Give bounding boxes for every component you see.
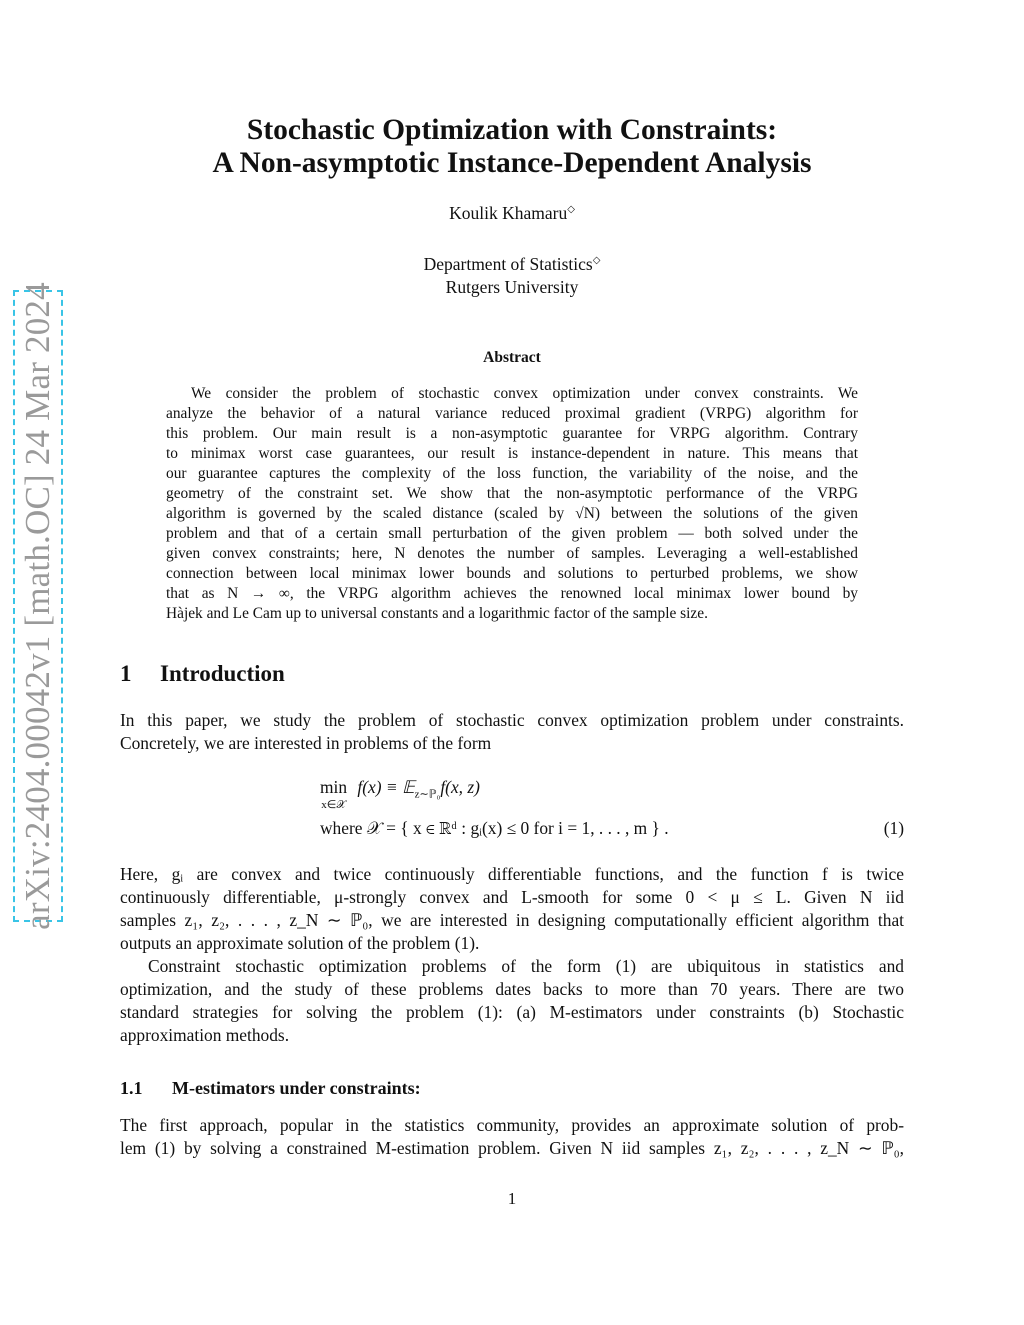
paragraph-line: samples z₁, z₂, . . . , z_N ∼ ℙ₀, we are interested in designing computationally efficient algorithm that — [120, 910, 904, 930]
expectation-subscript: z∼ℙ₀ — [414, 788, 441, 801]
abstract-line: analyze the behavior of a natural variance reduced proximal gradient (VRPG) algorithm for — [166, 405, 858, 422]
abstract-line: problem and that of a certain small perturbation of the given problem — both solved under the — [166, 525, 858, 542]
abstract-line: given convex constraints; here, N denotes the number of samples. Leveraging a well-established — [166, 545, 858, 562]
equation-line-2: where 𝒳 = { x ∈ ℝᵈ : gᵢ(x) ≤ 0 for i = 1, . . . , m } . — [320, 818, 669, 838]
intro-paragraph-2 — [120, 863, 904, 955]
min-subscript: x∈𝒳 — [321, 799, 346, 811]
paper-title — [120, 114, 904, 180]
paragraph-line: standard strategies for solving the problem (1): (a) M-estimators under constraints (b) Stochastic — [120, 1002, 904, 1022]
title-line-2: A Non-asymptotic Instance-Dependent Analysis — [212, 147, 812, 179]
paragraph-line: optimization, and the study of these problems dates backs to more than 70 years. There are two — [120, 979, 904, 999]
abstract-line: Hàjek and Le Cam up to universal constants and a logarithmic factor of the sample size. — [166, 605, 708, 622]
subsection-paragraph — [120, 1114, 904, 1160]
section-number: 1 — [120, 661, 132, 686]
abstract-body — [166, 384, 858, 624]
department-affiliation-mark: ◇ — [592, 255, 601, 267]
abstract-line: our guarantee captures the complexity of the loss function, the variability of the noise, and the — [166, 465, 858, 482]
paragraph-line: lem (1) by solving a constrained M-estimation problem. Given N iid samples z₁, z₂, . . . , z_N ∼ ℙ₀, — [120, 1138, 904, 1158]
department-line — [120, 254, 904, 275]
paragraph-line: approximation methods. — [120, 1025, 290, 1045]
university-line — [120, 277, 904, 298]
paragraph-line: In this paper, we study the problem of stochastic convex optimization problem under constraints. — [120, 710, 904, 730]
paragraph-line: Constraint stochastic optimization problems of the form (1) are ubiquitous in statistics and — [148, 956, 904, 976]
abstract-heading: Abstract — [483, 349, 541, 366]
paragraph-line: Here, gᵢ are convex and twice continuously differentiable functions, and the function f is twice — [120, 864, 904, 884]
paragraph-line: Concretely, we are interested in problems of the form — [120, 733, 492, 753]
arxiv-identifier-text: arXiv:2404.00042v1 [math.OC] 24 Mar 2024 — [18, 282, 57, 930]
university: Rutgers University — [445, 277, 579, 297]
subsection-title: M-estimators under constraints: — [172, 1078, 421, 1098]
abstract-line: this problem. Our main result is a non-asymptotic guarantee for VRPG algorithm. Contrary — [166, 425, 858, 442]
section-heading-introduction — [120, 661, 285, 687]
department: Department of Statistics — [423, 254, 593, 274]
subsection-number: 1.1 — [120, 1078, 143, 1098]
arxiv-identifier-stamp[interactable] — [13, 282, 63, 930]
abstract-line: that as N → ∞, the VRPG algorithm achieves the renowned local minimax lower bound by — [166, 585, 858, 602]
intro-paragraph-1 — [120, 709, 904, 755]
page-number: 1 — [507, 1189, 517, 1208]
equation-line-1 — [320, 777, 480, 819]
paragraph-line: The first approach, popular in the statistics community, provides an approximate solution of prob- — [120, 1115, 904, 1135]
author-name: Koulik Khamaru — [449, 203, 568, 223]
intro-paragraph-3 — [120, 955, 904, 1047]
min-op: min — [320, 777, 348, 797]
paragraph-line: continuously differentiable, μ-strongly convex and L-smooth for some 0 < μ ≤ L. Given N iid — [120, 887, 904, 907]
equation-number: (1) — [883, 818, 904, 838]
author-affiliation-mark: ◇ — [567, 204, 575, 216]
objective-expr: f(x) ≡ 𝔼 — [357, 777, 415, 797]
paragraph-line: outputs an approximate solution of the problem (1). — [120, 933, 480, 953]
min-operator — [320, 777, 347, 819]
abstract-line: geometry of the constraint set. We show that the non-asymptotic performance of the VRPG — [166, 485, 858, 502]
title-line-1: Stochastic Optimization with Constraints: — [246, 114, 778, 146]
objective-tail: f(x, z) — [440, 777, 480, 797]
abstract-line: algorithm is governed by the scaled distance (scaled by √N) between the solutions of the given — [166, 505, 858, 522]
abstract-line: to minimax worst case guarantees, our result is instance-dependent in nature. This means that — [166, 445, 858, 462]
abstract-line: We consider the problem of stochastic convex optimization under convex constraints. We — [191, 385, 858, 402]
section-title: Introduction — [160, 661, 285, 686]
author-name-line — [120, 203, 904, 224]
abstract-line: connection between local minimax lower bounds and solutions to perturbed problems, we show — [166, 565, 858, 582]
subsection-heading-m-estimators — [120, 1078, 421, 1099]
